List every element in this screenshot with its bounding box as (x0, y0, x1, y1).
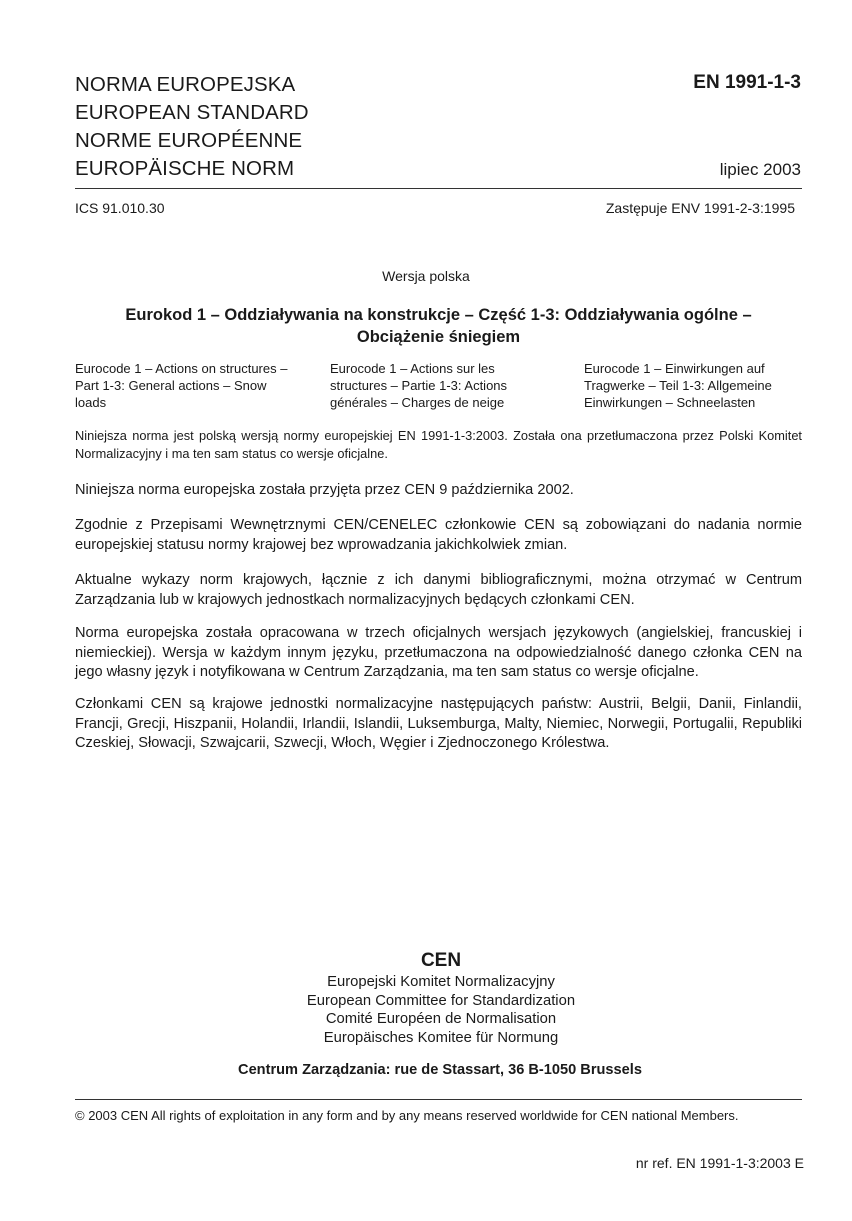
translation-fr-line: structures – Partie 1-3: Actions (330, 378, 508, 393)
header-divider (75, 188, 802, 189)
cen-name-pl: Europejski Komitet Normalizacyjny (327, 974, 555, 990)
paragraph-members: Członkami CEN są krajowe jednostki normalizacyjne następujących państw: Austrii, Belgii, Danii, Finlandii, Francji, Grecji, Hiszpanii, Holandii, Irlandii, Islandii, Luksemburga, Malty, Niemiec, Norwegii, Portugalii, Republiki Czeskiej, Słowacji, Szwajcarii, Szwecji, Włoch, Węgier i Zjednoczonego Królestwa. (75, 696, 802, 751)
cen-name-fr: Comité Européen de Normalisation (325, 1011, 557, 1027)
standard-name-de: EUROPÄISCHE NORM (75, 157, 295, 180)
title-line-1: Eurokod 1 – Oddziaływania na konstrukcje – Część 1-3: Oddziaływania ogólne – (125, 306, 752, 324)
translation-en-line: Eurocode 1 – Actions on structures – (75, 361, 288, 376)
title-translation-fr (330, 360, 560, 411)
cen-address: Centrum Zarządzania: rue de Stassart, 36 B-1050 Brussels (238, 1062, 642, 1078)
title-translation-en (75, 360, 310, 411)
translation-de-line: Tragwerke – Teil 1-3: Allgemeine (584, 378, 772, 393)
cen-name-de: Europäisches Komitee für Normung (323, 1029, 559, 1046)
intro-note: Niniejsza norma jest polską wersją normy europejskiej EN 1991-1-3:2003. Została ona przetłumaczona przez Polski Komitet Normalizacyjny i ma ten sam status co wersje oficjalne. (75, 428, 802, 461)
title-line-2: Obciążenie śniegiem (356, 328, 521, 346)
paragraph-national-lists: Aktualne wykazy norm krajowych, łącznie z ich danymi bibliograficznymi, można otrzymać w Centrum Zarządzania lub w krajowych jednostkach normalizacyjnych będących członkami CEN. (75, 572, 802, 608)
paragraph-regulations: Zgodnie z Przepisami Wewnętrznymi CEN/CENELEC członkowie CEN są zobowiązani do nadania normie europejskiej statusu normy krajowej bez wprowadzania jakichkolwiek zmian. (75, 517, 802, 553)
standard-number: EN 1991-1-3 (693, 72, 801, 93)
translation-de-line: Eurocode 1 – Einwirkungen auf (584, 361, 765, 376)
paragraph-language-versions: Norma europejska została opracowana w trzech oficjalnych wersjach językowych (angielskiej, francuskiej i niemieckiej). Wersja w każdym innym języku, przetłumaczona na odpowiedzialność danego członka CEN na jego własny język i notyfikowana w Centrum Zarządzania, ma ten sam status co wersje oficjalne. (75, 625, 802, 680)
paragraph-adoption: Niniejsza norma europejska została przyjęta przez CEN 9 października 2002. (75, 482, 574, 498)
translation-en-line: Part 1-3: General actions – Snow (75, 378, 267, 393)
cen-names (0, 973, 852, 1047)
standard-name-fr: NORME EUROPÉENNE (75, 129, 303, 152)
standard-names (75, 71, 309, 183)
translation-de-line: Einwirkungen – Schneelasten (584, 395, 756, 410)
publication-date: lipiec 2003 (719, 160, 801, 179)
translation-en-line: loads (75, 395, 107, 410)
title-translation-de (584, 360, 809, 411)
cen-name-en: European Committee for Standardization (306, 992, 576, 1009)
supersedes-note: Zastępuje ENV 1991-2-3:1995 (605, 200, 795, 216)
footer-divider (75, 1099, 802, 1100)
ics-code: ICS 91.010.30 (75, 200, 165, 216)
standard-name-en: EUROPEAN STANDARD (75, 101, 309, 124)
version-label: Wersja polska (382, 268, 470, 284)
reference-number: nr ref. EN 1991-1-3:2003 E (635, 1155, 804, 1171)
cen-acronym: CEN (420, 950, 462, 971)
copyright-notice: © 2003 CEN All rights of exploitation in any form and by any means reserved worldwide for CEN national Members. (75, 1108, 739, 1123)
translation-fr-line: générales – Charges de neige (330, 395, 505, 410)
standard-name-pl: NORMA EUROPEJSKA (75, 73, 296, 96)
document-title (75, 304, 802, 348)
translation-fr-line: Eurocode 1 – Actions sur les (330, 361, 495, 376)
